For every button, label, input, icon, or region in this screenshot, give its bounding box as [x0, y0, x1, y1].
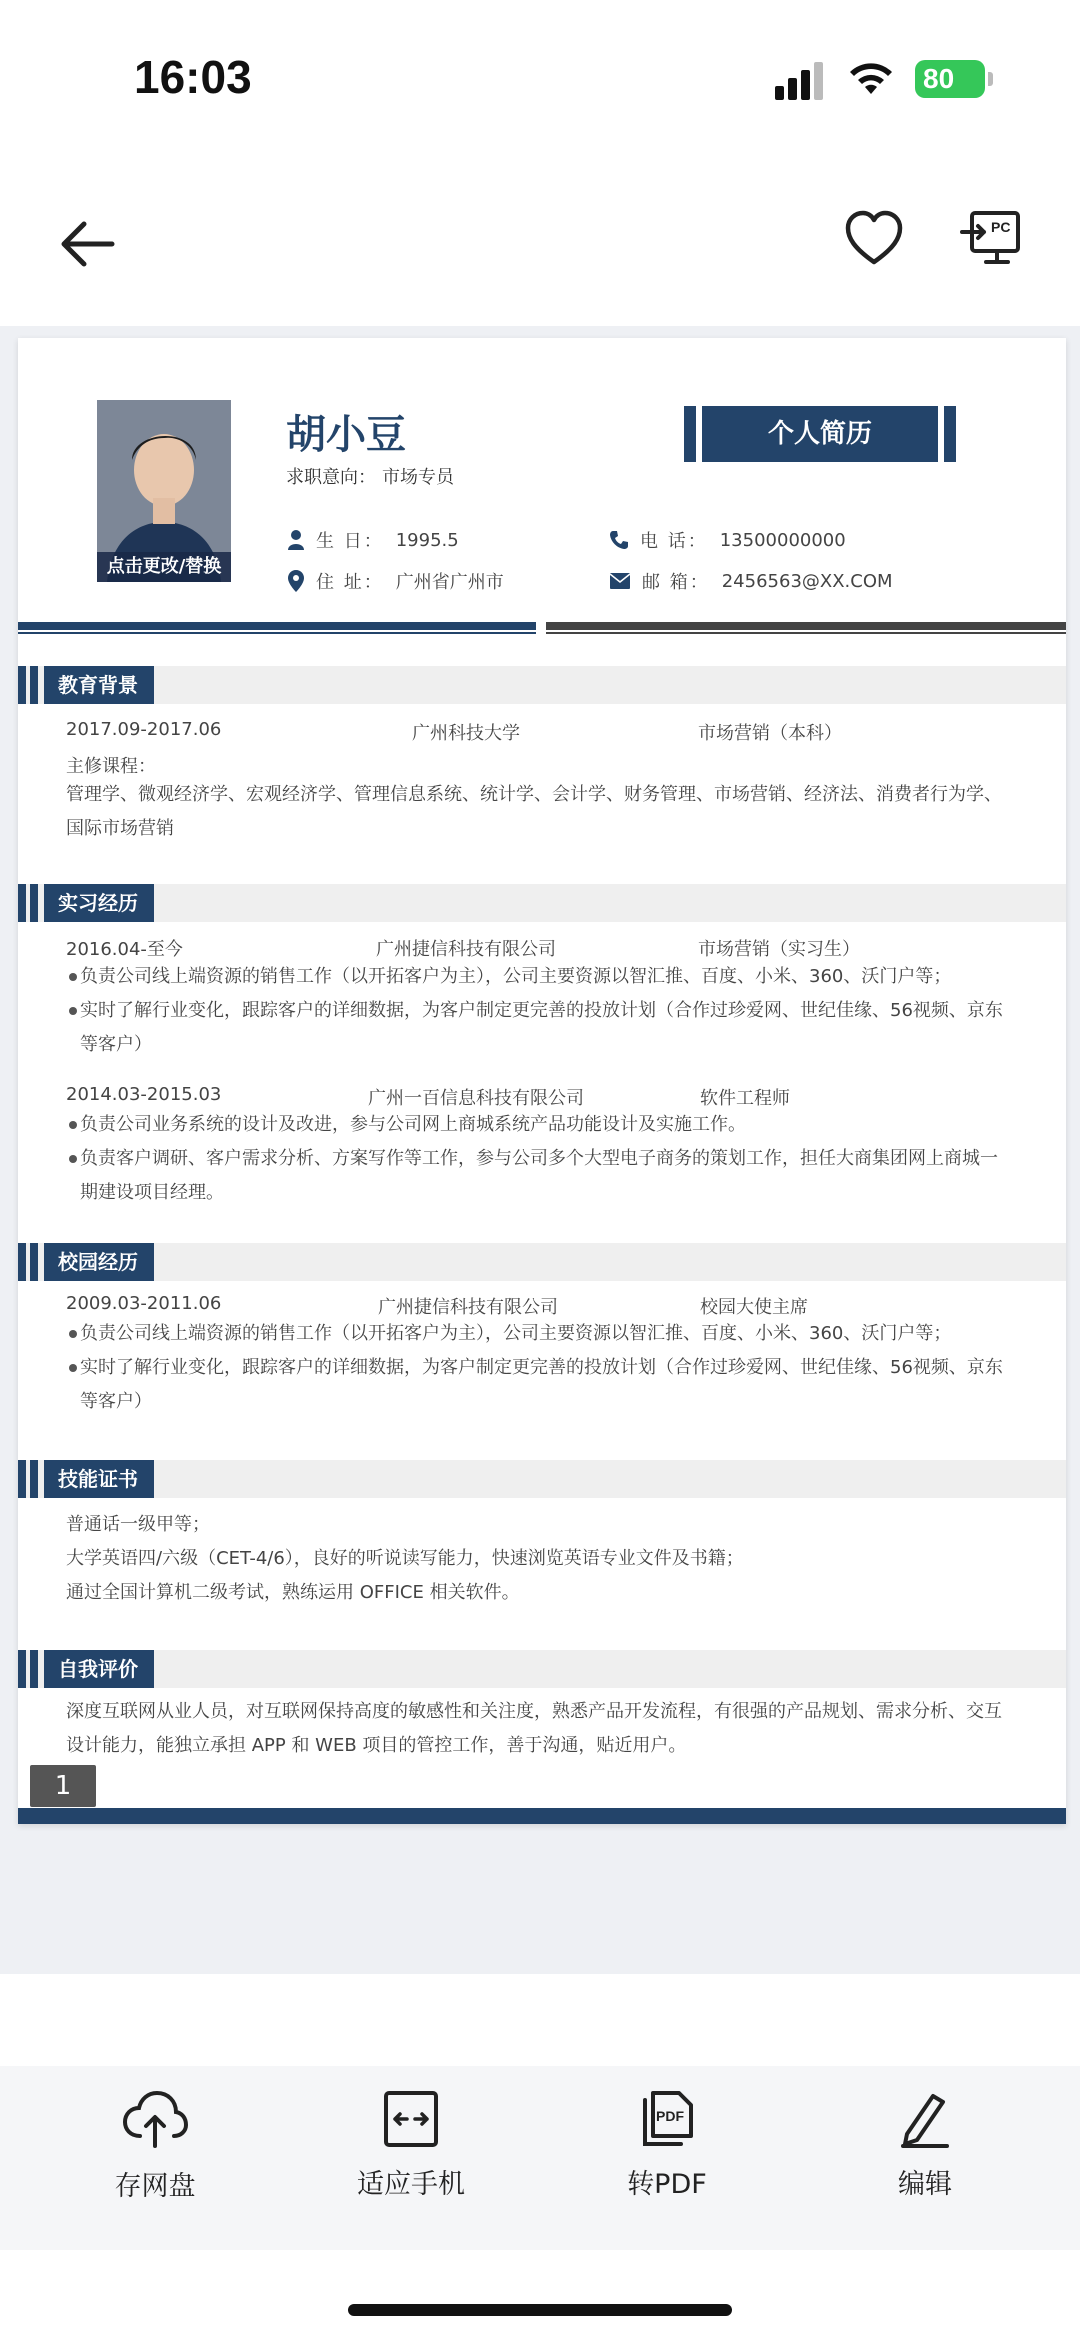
location-pin-icon: [288, 570, 304, 592]
section-education-header: [18, 666, 1066, 704]
job-bullet: 负责公司线上端资源的销售工作（以开拓客户为主），公司主要资源以智汇推、百度、小米、360、沃门户等；: [80, 960, 1010, 994]
send-to-pc-button[interactable]: [960, 210, 1022, 270]
job-intent-value: 市场专员: [382, 467, 454, 488]
photo-change-label[interactable]: 点击更改/替换: [97, 552, 231, 582]
skill-line: 普通话一级甲等；: [66, 1514, 210, 1535]
phone-label: 电 话：: [640, 531, 708, 552]
birth-value: 1995.5: [395, 529, 459, 551]
convert-pdf-button[interactable]: [567, 2090, 767, 2201]
pc-label: PC: [991, 219, 1011, 235]
job-bullet: 负责客户调研、客户需求分析、方案写作等工作，参与公司多个大型电子商务的策划工作，担任大商集团网上商城一期建设项目经理。: [80, 1142, 1010, 1210]
address-value: 广州省广州市: [395, 572, 504, 593]
job-company: 广州一百信息科技有限公司: [368, 1088, 584, 1109]
convert-pdf-label: 转PDF: [627, 2169, 707, 2200]
save-to-cloud-button[interactable]: [55, 2090, 255, 2203]
education-school: 广州科技大学: [412, 723, 520, 744]
courses-label: 主修课程：: [66, 756, 156, 777]
home-indicator[interactable]: [348, 2304, 732, 2316]
bottom-toolbar: [0, 2066, 1080, 2250]
job-period: 2014.03-2015.03: [66, 1084, 222, 1105]
cellular-signal-icon: [775, 60, 831, 100]
edit-button[interactable]: [825, 2090, 1025, 2201]
self-eval-text: 深度互联网从业人员，对互联网保持高度的敏感性和关注度，熟悉产品开发流程，有很强的产品规划、需求分析、交互设计能力，能独立承担 APP 和 WEB 项目的管控工作，善于沟通，贴近用户。: [66, 1701, 1002, 1756]
phone-row: [610, 527, 846, 553]
skill-line: 大学英语四/六级（CET-4/6），良好的听说读写能力，快速浏览英语专业文件及书籍；: [66, 1548, 744, 1569]
campus-company: 广州捷信科技有限公司: [378, 1297, 558, 1318]
battery-tip: [988, 72, 993, 86]
address-row: [288, 568, 504, 594]
courses-text: 管理学、微观经济学、宏观经济学、管理信息系统、统计学、会计学、财务管理、市场营销、经济法、消费者行为学、国际市场营销: [66, 784, 1002, 839]
birth-label: 生 日：: [316, 531, 384, 552]
section-title: 实习经历: [44, 884, 154, 922]
address-label: 住 址：: [316, 572, 384, 593]
campus-role: 校园大使主席: [700, 1297, 808, 1318]
job-company: 广州捷信科技有限公司: [376, 939, 556, 960]
education-major: 市场营销（本科）: [698, 723, 842, 744]
fit-phone-button[interactable]: [311, 2090, 511, 2201]
heart-icon[interactable]: [844, 210, 904, 266]
section-internship-header: [18, 884, 1066, 922]
job-period: 2016.04-至今: [66, 939, 183, 960]
wifi-icon: [846, 58, 896, 98]
fit-phone-label: 适应手机: [357, 2169, 465, 2200]
email-label: 邮 箱：: [642, 572, 710, 593]
phone-icon: [610, 530, 628, 550]
pen-icon: [897, 2090, 953, 2148]
save-to-cloud-label: 存网盘: [114, 2171, 196, 2202]
resume-tag-label: 个人简历: [702, 406, 938, 462]
back-arrow-icon[interactable]: [58, 220, 116, 268]
skill-line: 通过全国计算机二级考试，熟练运用 OFFICE 相关软件。: [66, 1582, 520, 1603]
person-icon: [288, 530, 304, 550]
job-intent: [286, 463, 454, 489]
campus-period: 2009.03-2011.06: [66, 1293, 222, 1314]
section-skills-header: [18, 1460, 1066, 1498]
job-bullet: 实时了解行业变化，跟踪客户的详细数据，为客户制定更完善的投放计划（合作过珍爱网、世纪佳缘、56视频、京东等客户）: [80, 994, 1010, 1062]
section-title: 技能证书: [44, 1460, 154, 1498]
resume-tag: [684, 406, 956, 462]
resume-page[interactable]: [18, 338, 1066, 1824]
job-role: 软件工程师: [700, 1088, 790, 1109]
battery-icon: [915, 60, 985, 98]
status-time: 16:03: [134, 51, 252, 103]
candidate-name: 胡小豆: [286, 412, 406, 458]
fit-screen-icon: [383, 2090, 439, 2148]
header-divider-right: [546, 622, 1066, 630]
battery-level: 80: [923, 63, 955, 94]
job-bullet: 负责公司业务系统的设计及改进，参与公司网上商城系统产品功能设计及实施工作。: [80, 1108, 1010, 1142]
page-number-badge: 1: [30, 1765, 96, 1807]
education-period: 2017.09-2017.06: [66, 719, 222, 740]
campus-bullet: 实时了解行业变化，跟踪客户的详细数据，为客户制定更完善的投放计划（合作过珍爱网、世纪佳缘、56视频、京东等客户）: [80, 1351, 1010, 1419]
nav-bar: [0, 160, 1080, 326]
pdf-icon-text: PDF: [656, 2108, 684, 2124]
page-bottom-bar: [18, 1808, 1066, 1824]
phone-value: 13500000000: [719, 529, 846, 551]
section-title: 自我评价: [44, 1650, 154, 1688]
campus-bullet: 负责公司线上端资源的销售工作（以开拓客户为主），公司主要资源以智汇推、百度、小米、360、沃门户等；: [80, 1317, 1010, 1351]
section-title: 教育背景: [44, 666, 154, 704]
birth-row: [288, 527, 459, 553]
header-divider-left: [18, 622, 536, 630]
cloud-upload-icon: [122, 2090, 188, 2150]
email-value: 2456563@XX.COM: [721, 570, 893, 592]
section-title: 校园经历: [44, 1243, 154, 1281]
job-role: 市场营销（实习生）: [698, 939, 860, 960]
section-campus-header: [18, 1243, 1066, 1281]
section-self-eval-header: [18, 1650, 1066, 1688]
profile-photo[interactable]: [97, 400, 231, 582]
mail-icon: [610, 573, 630, 589]
job-intent-label: 求职意向：: [286, 467, 376, 488]
status-bar: [0, 0, 1080, 160]
edit-label: 编辑: [898, 2169, 952, 2200]
email-row: [610, 568, 893, 594]
resume-preview-area[interactable]: [0, 326, 1080, 1974]
